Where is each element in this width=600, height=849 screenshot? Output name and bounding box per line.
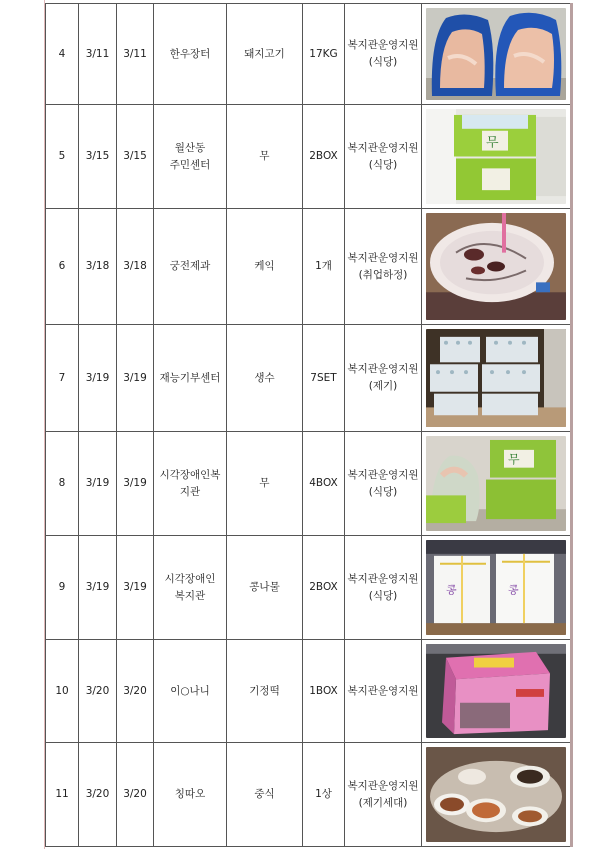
svg-text:콩: 콩 bbox=[446, 583, 457, 597]
svg-text:무: 무 bbox=[486, 135, 499, 151]
photo-cell bbox=[422, 4, 572, 105]
quantity: 2BOX bbox=[309, 150, 338, 162]
table-row bbox=[46, 325, 572, 432]
quantity: 2BOX bbox=[309, 581, 338, 593]
date-received-cell bbox=[79, 4, 117, 105]
svg-text:콩: 콩 bbox=[508, 583, 519, 597]
table-row bbox=[46, 432, 572, 536]
donor-name: 복지관 bbox=[174, 589, 206, 602]
item-name: 콩나물 bbox=[249, 581, 280, 593]
usage-cell bbox=[345, 105, 422, 209]
date-used-cell bbox=[117, 209, 154, 325]
date-received: 3/15 bbox=[85, 150, 110, 162]
date-received-cell bbox=[79, 325, 117, 432]
date-used-cell bbox=[117, 432, 154, 536]
usage-cell bbox=[345, 209, 422, 325]
radish-boxes-photo bbox=[426, 109, 566, 204]
usage-text: (식당) bbox=[368, 589, 398, 602]
date-used-cell bbox=[117, 4, 154, 105]
quantity: 1개 bbox=[315, 260, 332, 272]
usage-text: (식당) bbox=[368, 56, 398, 68]
usage-text: 복지관운영지원 bbox=[347, 468, 419, 481]
donor-name: 주민센터 bbox=[169, 158, 211, 171]
date-received-cell bbox=[79, 743, 117, 847]
item-cell bbox=[227, 432, 303, 536]
usage-cell bbox=[345, 325, 422, 432]
bean-sprout-boxes-photo bbox=[426, 540, 566, 635]
donor-cell bbox=[154, 105, 227, 209]
svg-text:무: 무 bbox=[508, 452, 520, 467]
usage-text: (식당) bbox=[368, 485, 398, 498]
item-cell bbox=[227, 536, 303, 640]
row-number-cell bbox=[46, 536, 79, 640]
item-name: 무 bbox=[259, 150, 270, 162]
photo-cell bbox=[422, 536, 572, 640]
donor-name: 이○나니 bbox=[170, 684, 210, 697]
date-received: 3/20 bbox=[85, 684, 110, 697]
donation-table bbox=[45, 3, 573, 847]
item-cell bbox=[227, 743, 303, 847]
row-number-cell bbox=[46, 105, 79, 209]
quantity-cell bbox=[303, 105, 345, 209]
date-used-cell bbox=[117, 640, 154, 743]
date-received-cell bbox=[79, 105, 117, 209]
date-used: 3/20 bbox=[123, 684, 147, 697]
item-name: 무 bbox=[259, 477, 270, 489]
date-used: 3/18 bbox=[123, 260, 147, 272]
date-used: 3/19 bbox=[123, 477, 147, 489]
usage-text: 복지관운영지원 bbox=[347, 779, 419, 792]
item-name: 중식 bbox=[254, 788, 275, 800]
quantity-cell bbox=[303, 4, 345, 105]
usage-cell bbox=[345, 4, 422, 105]
radish-boxes-photo-2 bbox=[426, 436, 566, 531]
item-cell bbox=[227, 209, 303, 325]
donor-name: 지관 bbox=[179, 485, 201, 498]
row-number-cell bbox=[46, 743, 79, 847]
photo-cell bbox=[422, 105, 572, 209]
table-row bbox=[46, 105, 572, 209]
rice-cake-box-photo bbox=[426, 644, 566, 738]
quantity-cell bbox=[303, 209, 345, 325]
quantity-cell bbox=[303, 743, 345, 847]
donor-name: 시각장애인 bbox=[164, 572, 216, 585]
row-number: 9 bbox=[58, 581, 66, 593]
quantity-cell bbox=[303, 325, 345, 432]
usage-cell bbox=[345, 743, 422, 847]
usage-text: 복지관운영지원 bbox=[347, 39, 419, 51]
donor-name: 궁전제과 bbox=[169, 260, 211, 272]
usage-text: 복지관운영지원 bbox=[347, 141, 419, 154]
table-row bbox=[46, 743, 572, 847]
row-number-cell bbox=[46, 432, 79, 536]
table-row bbox=[46, 640, 572, 743]
donor-name: 재능기부센터 bbox=[159, 371, 221, 384]
item-name: 돼지고기 bbox=[244, 47, 285, 60]
donor-cell bbox=[154, 640, 227, 743]
item-cell bbox=[227, 640, 303, 743]
date-used-cell bbox=[117, 325, 154, 432]
usage-text: 복지관운영지원 bbox=[347, 251, 419, 264]
item-cell bbox=[227, 4, 303, 105]
usage-cell bbox=[345, 536, 422, 640]
donor-cell bbox=[154, 325, 227, 432]
date-received: 3/19 bbox=[85, 371, 110, 384]
usage-cell bbox=[345, 640, 422, 743]
row-number-cell bbox=[46, 4, 79, 105]
row-number: 11 bbox=[55, 788, 69, 800]
photo-cell bbox=[422, 743, 572, 847]
row-number-cell bbox=[46, 640, 79, 743]
quantity: 1BOX bbox=[309, 684, 338, 697]
date-received: 3/19 bbox=[85, 581, 110, 593]
date-received: 3/18 bbox=[85, 260, 110, 272]
date-used: 3/20 bbox=[123, 788, 147, 800]
donor-name: 칭따오 bbox=[174, 788, 206, 800]
donor-name: 시각장애인복 bbox=[159, 468, 221, 481]
date-received-cell bbox=[79, 432, 117, 536]
usage-text: 복지관운영지원 bbox=[347, 572, 419, 585]
quantity: 7SET bbox=[310, 371, 337, 384]
quantity-cell bbox=[303, 640, 345, 743]
chinese-food-photo bbox=[426, 747, 566, 842]
date-received: 3/11 bbox=[85, 47, 110, 60]
date-received-cell bbox=[79, 640, 117, 743]
usage-text: 복지관운영지원 bbox=[347, 363, 419, 375]
quantity: 17KG bbox=[309, 47, 338, 60]
date-received: 3/19 bbox=[85, 477, 110, 489]
usage-cell bbox=[345, 432, 422, 536]
row-number: 5 bbox=[58, 150, 66, 162]
date-used: 3/11 bbox=[123, 47, 147, 60]
item-cell bbox=[227, 105, 303, 209]
table-row bbox=[46, 209, 572, 325]
photo-cell bbox=[422, 640, 572, 743]
table-row bbox=[46, 4, 572, 105]
donor-name: 월산동 bbox=[174, 141, 206, 154]
date-used-cell bbox=[117, 743, 154, 847]
date-received-cell bbox=[79, 536, 117, 640]
donor-cell bbox=[154, 743, 227, 847]
date-received-cell bbox=[79, 209, 117, 325]
item-name: 케익 bbox=[254, 260, 275, 272]
date-used: 3/15 bbox=[123, 150, 147, 162]
photo-cell bbox=[422, 325, 572, 432]
date-used-cell bbox=[117, 105, 154, 209]
item-cell bbox=[227, 325, 303, 432]
quantity-cell bbox=[303, 432, 345, 536]
usage-text: 복지관운영지원 bbox=[347, 684, 419, 697]
item-name: 기정떡 bbox=[249, 684, 280, 697]
date-used-cell bbox=[117, 536, 154, 640]
usage-text: (식당) bbox=[368, 158, 398, 171]
quantity-cell bbox=[303, 536, 345, 640]
date-received: 3/20 bbox=[85, 788, 110, 800]
quantity: 1상 bbox=[315, 788, 332, 800]
table-row bbox=[46, 536, 572, 640]
usage-text: (제기) bbox=[368, 380, 398, 392]
usage-text: (취업하정) bbox=[358, 268, 408, 281]
photo-cell bbox=[422, 209, 572, 325]
donor-cell bbox=[154, 4, 227, 105]
cake-photo bbox=[426, 213, 566, 320]
donor-cell bbox=[154, 432, 227, 536]
row-number: 7 bbox=[58, 371, 66, 384]
pork-bags-photo bbox=[426, 8, 566, 100]
water-bottles-photo bbox=[426, 329, 566, 427]
date-used: 3/19 bbox=[123, 581, 147, 593]
item-name: 생수 bbox=[254, 371, 275, 384]
donor-cell bbox=[154, 209, 227, 325]
row-number: 6 bbox=[58, 260, 66, 272]
usage-text: (제기세대) bbox=[358, 796, 408, 809]
donor-name: 한우장터 bbox=[169, 47, 211, 60]
row-number-cell bbox=[46, 325, 79, 432]
date-used: 3/19 bbox=[123, 371, 147, 384]
photo-cell bbox=[422, 432, 572, 536]
row-number-cell bbox=[46, 209, 79, 325]
quantity: 4BOX bbox=[309, 477, 338, 489]
row-number: 10 bbox=[55, 684, 69, 697]
row-number: 8 bbox=[58, 477, 66, 489]
row-number: 4 bbox=[58, 47, 66, 60]
donor-cell bbox=[154, 536, 227, 640]
